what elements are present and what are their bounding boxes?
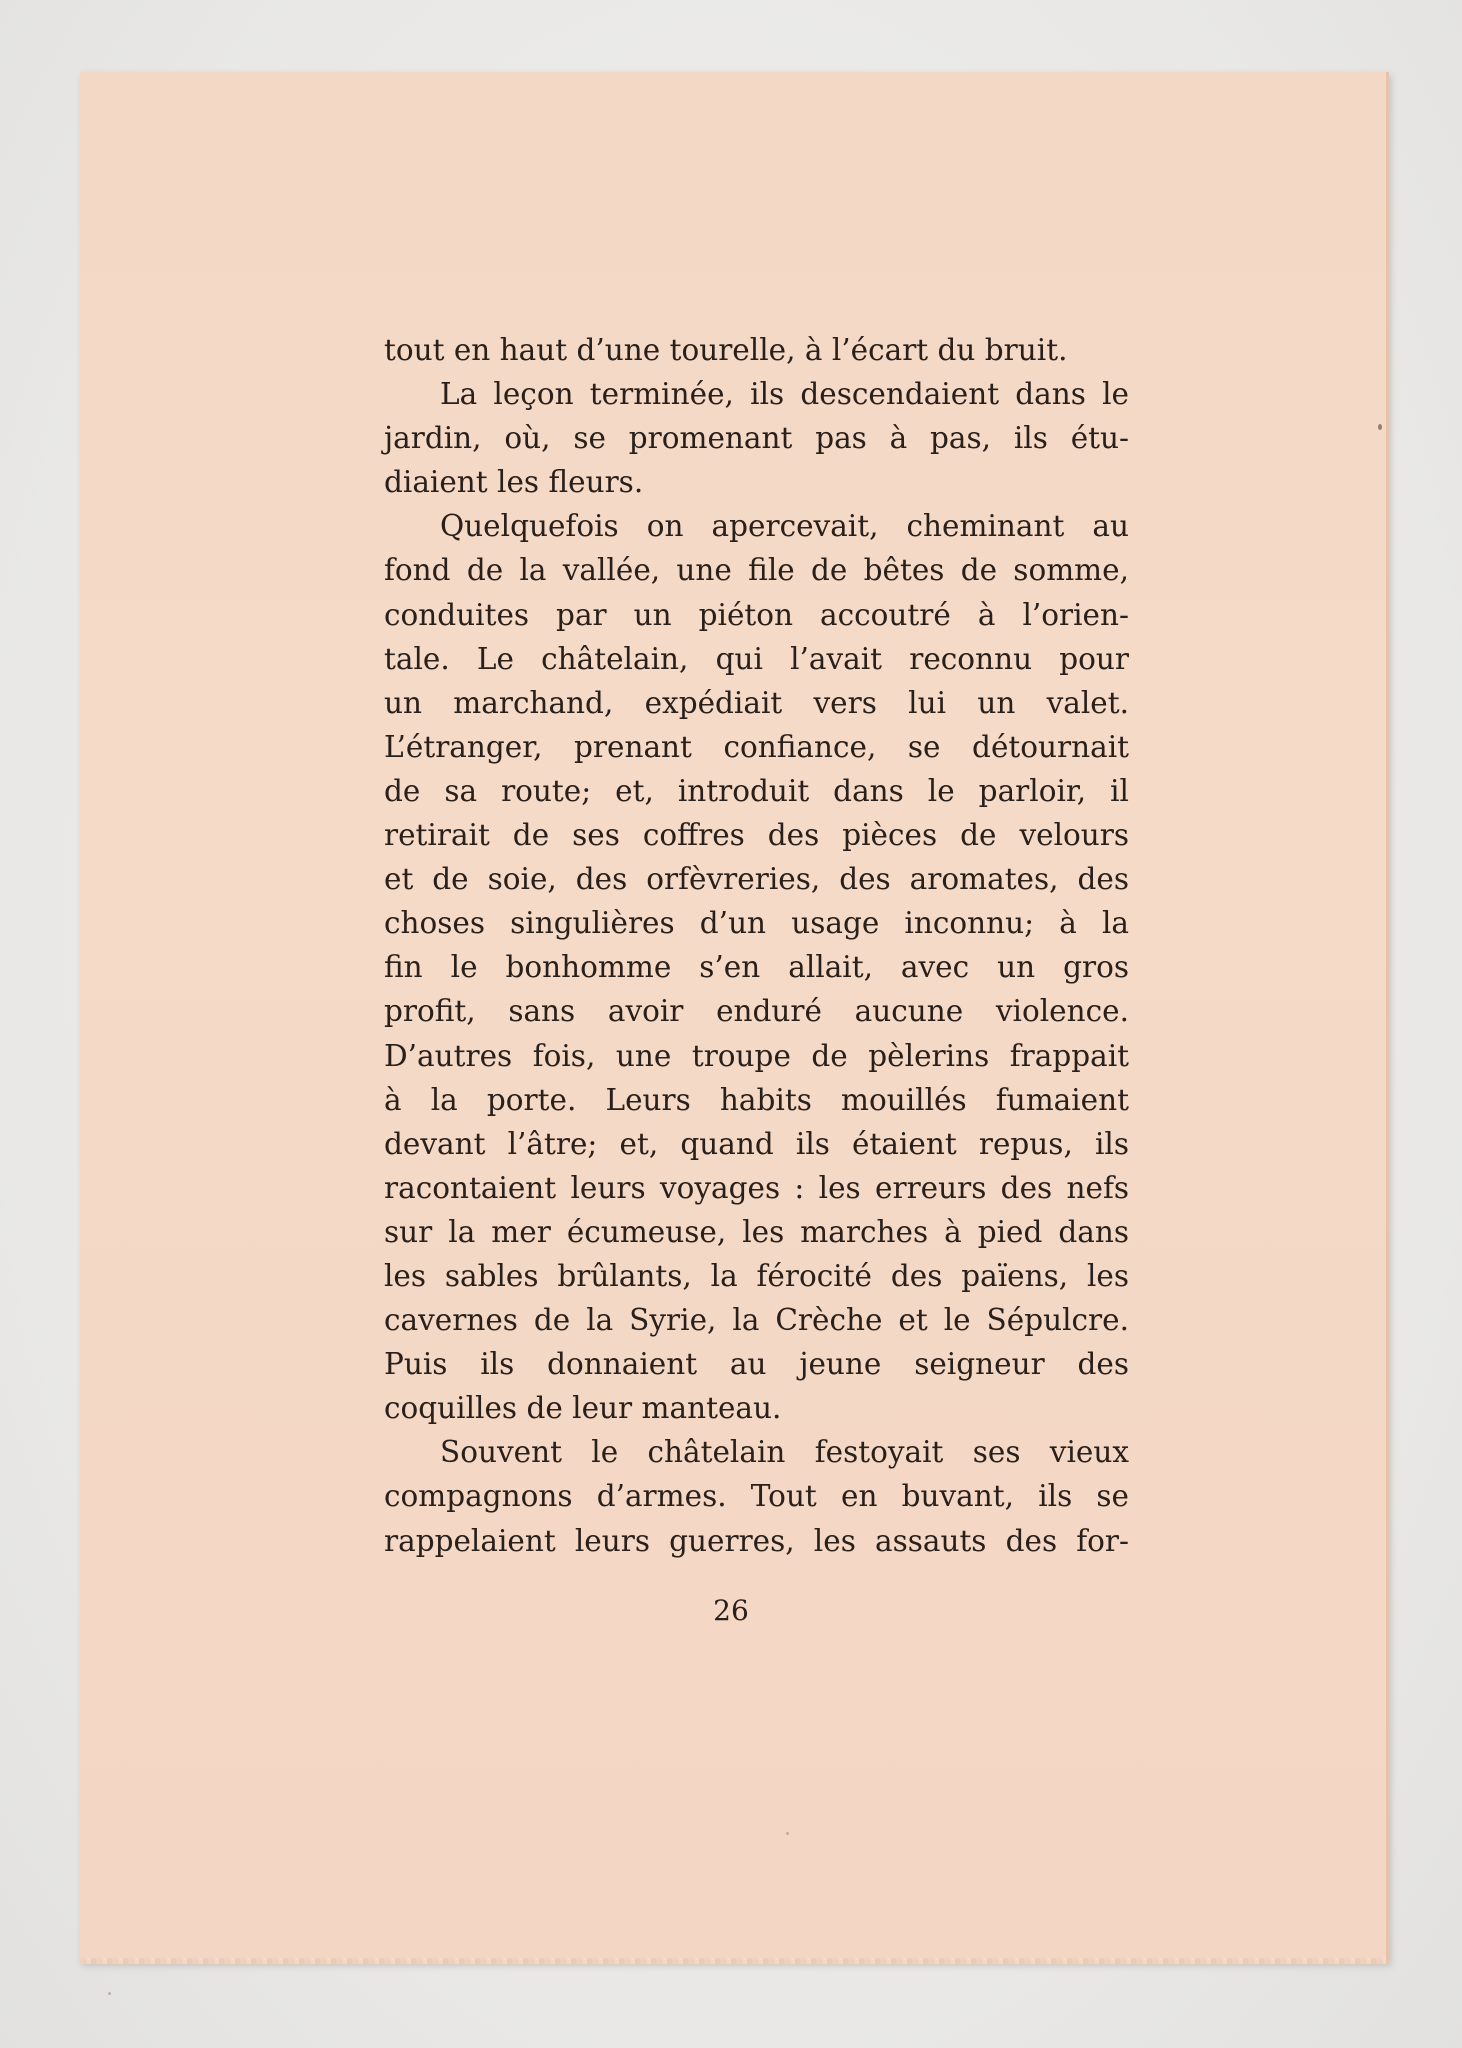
text-line: racontaient leurs voyages : les erreurs des nefs xyxy=(384,1170,1129,1205)
text-line: Quelquefois on apercevait, cheminant au xyxy=(440,509,1129,544)
text-line: les sables brûlants, la férocité des païens, les xyxy=(384,1258,1129,1293)
deckle-edge xyxy=(80,1958,1386,1964)
text-line: fin le bonhomme s’en allait, avec un gros xyxy=(384,950,1129,985)
text-line: La leçon terminée, ils descendaient dans le xyxy=(440,377,1129,412)
text-line: cavernes de la Syrie, la Crèche et le Sépulcre. xyxy=(384,1303,1129,1338)
text-line: fond de la vallée, une file de bêtes de somme, xyxy=(384,553,1129,588)
text-line: rappelaient leurs guerres, les assauts des for- xyxy=(384,1523,1129,1558)
text-line: devant l’âtre; et, quand ils étaient repus, ils xyxy=(384,1126,1129,1161)
text-line: profit, sans avoir enduré aucune violence. xyxy=(384,994,1129,1029)
text-line: tout en haut d’une tourelle, à l’écart du bruit. xyxy=(384,333,1068,367)
text-line: Souvent le châtelain festoyait ses vieux xyxy=(440,1435,1129,1470)
paper-speck xyxy=(786,1832,789,1835)
text-line: compagnons d’armes. Tout en buvant, ils se xyxy=(384,1479,1129,1514)
text-line: à la porte. Leurs habits mouillés fumaient xyxy=(384,1082,1129,1117)
text-line: tale. Le châtelain, qui l’avait reconnu pour xyxy=(384,641,1129,676)
paper-speck xyxy=(108,1992,111,1995)
text-line: de sa route; et, introduit dans le parloir, il xyxy=(384,773,1129,808)
text-line: sur la mer écumeuse, les marches à pied dans xyxy=(384,1214,1129,1249)
text-line: jardin, où, se promenant pas à pas, ils étu- xyxy=(384,421,1129,456)
page-number-label: 26 xyxy=(713,1594,749,1627)
text-line: L’étranger, prenant confiance, se détournait xyxy=(384,729,1129,764)
text-line: coquilles de leur manteau. xyxy=(384,1391,782,1426)
text-line: et de soie, des orfèvreries, des aromates, des xyxy=(384,862,1129,897)
body-text xyxy=(384,328,1129,1563)
text-line: D’autres fois, une troupe de pèlerins frappait xyxy=(384,1038,1129,1073)
text-line: conduites par un piéton accoutré à l’orien- xyxy=(384,597,1129,632)
page-number xyxy=(0,1594,1462,1627)
text-line: choses singulières d’un usage inconnu; à la xyxy=(384,906,1129,941)
text-line: un marchand, expédiait vers lui un valet. xyxy=(384,685,1129,720)
text-line: diaient les fleurs. xyxy=(384,465,644,500)
text-line: retirait de ses coffres des pièces de velours xyxy=(384,818,1129,853)
text-line: Puis ils donnaient au jeune seigneur des xyxy=(384,1347,1129,1382)
paper-speck xyxy=(1378,424,1382,430)
